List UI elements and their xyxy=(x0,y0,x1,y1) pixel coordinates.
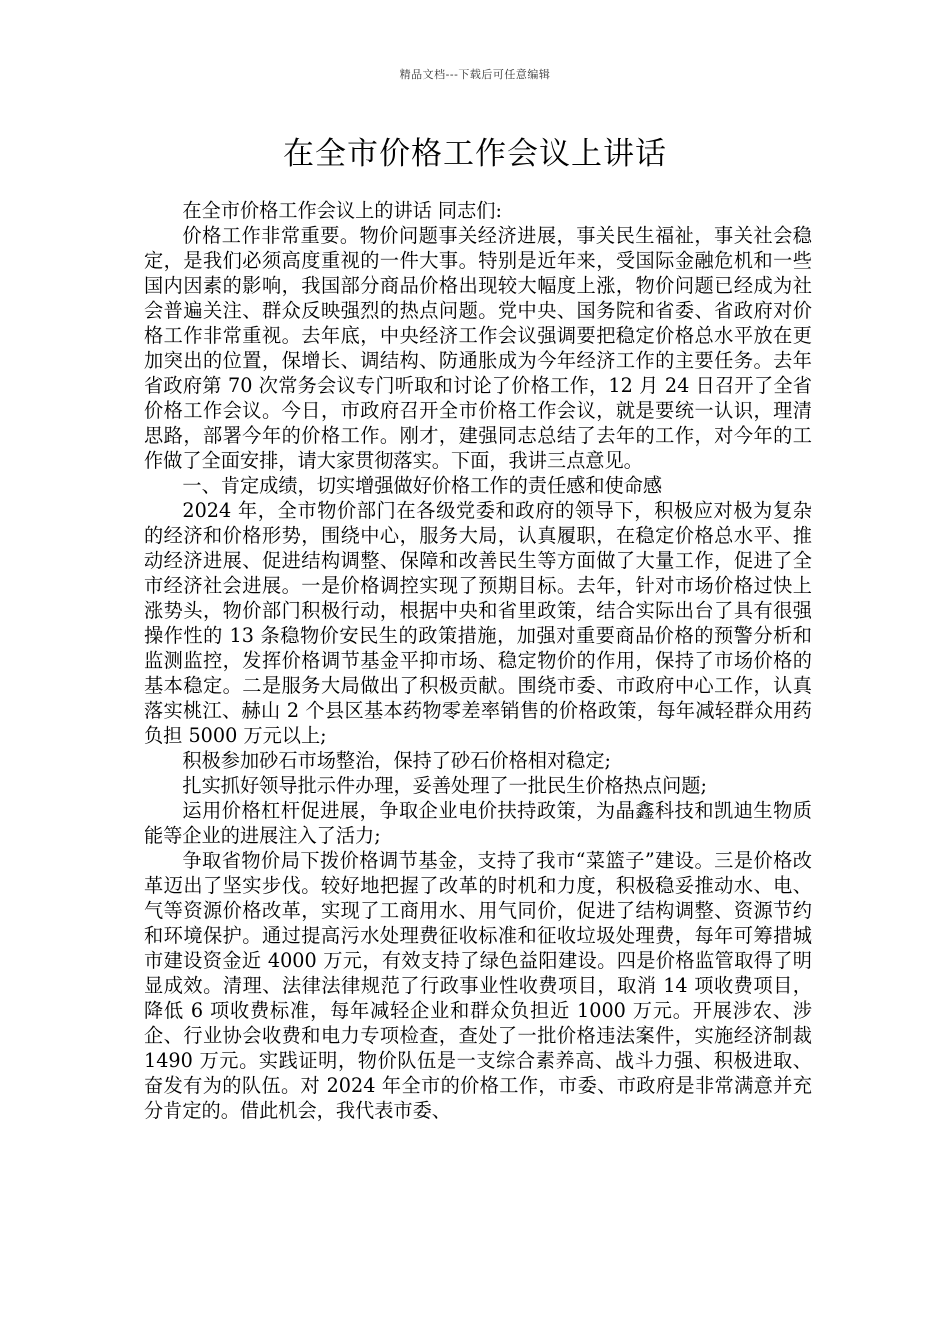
document-title: 在全市价格工作会议上讲话 xyxy=(283,136,667,172)
paragraph-intro: 价格工作非常重要。物价问题事关经济进展，事关民生福祉，事关社会稳定，是我们必须高度重视的一件大事。特别是近年来，受国际金融危机和一些国内因素的影响，我国部分商品价格出现较大幅度上涨，物价问题已经成为社会普遍关注、群众反映强烈的热点问题。党中央、国务院和省委、省政府对价格工作非常重视。去年底，中央经济工作会议强调要把稳定价格总水平放在更加突出的位置，保增长、调结构、防通胀成为今年经济工作的主要任务。去年省政府第 70 次常务会议专门听取和讨论了价格工作，12 月 24 日召开了全省价格工作会议。今日，市政府召开全市价格工作会议，就是要统一认识，理清思路，部署今年的价格工作。刚才，建强同志总结了去年的工作，对今年的工作做了全面安排，请大家贯彻落实。下面，我讲三点意见。 xyxy=(144,224,812,472)
paragraph-price-reform: 争取省物价局下拨价格调节基金，支持了我市“菜篮子”建设。三是价格改革迈出了坚实步伐。较好地把握了改革的时机和力度，积极稳妥推动水、电、气等资源价格改革，实现了工商用水、用气同价，促进了结构调整、资源节约和环境保护。通过提高污水处理费征收标准和征收垃圾处理费，每年可筹措城市建设资金近 4000 万元，有效支持了绿色益阳建设。四是价格监管取得了明显成效。清理、法律法律规范了行政事业性收费项目，取消 14 项收费项目，降低 6 项收费标准，每年减轻企业和群众负担近 1000 万元。开展涉农、涉企、行业协会收费和电力专项检查，查处了一批价格违法案件，实施经济制裁 1490 万元。实践证明，物价队伍是一支综合素养高、战斗力强、积极进取、奋发有为的队伍。对 2024 年全市的价格工作，市委、市政府是非常满意并充分肯定的。借此机会，我代表市委、 xyxy=(144,849,812,1122)
paragraph-achievements: 2024 年，全市物价部门在各级党委和政府的领导下，积极应对极为复杂的经济和价格形势，围绕中心，服务大局，认真履职，在稳定价格总水平、推动经济进展、促进结构调整、保障和改善民生等方面做了大量工作，促进了全市经济社会进展。一是价格调控实现了预期目标。去年，针对市场价格过快上涨势头，物价部门积极行动，根据中央和省里政策，结合实际出台了具有很强操作性的 13 条稳物价安民生的政策措施，加强对重要商品价格的预警分析和监测监控，发挥价格调节基金平抑市场、稳定物价的作用，保持了市场价格的基本稳定。二是服务大局做出了积极贡献。围绕市委、市政府中心工作，认真落实桃江、赫山 2 个县区基本药物零差率销售的价格政策，每年减轻群众用药负担 5000 万元以上; xyxy=(144,499,812,747)
paragraph-electricity-policy: 运用价格杠杆促进展，争取企业电价扶持政策，为晶鑫科技和凯迪生物质能等企业的进展注入了活力; xyxy=(144,799,812,847)
header-note: 精品文档---下载后可任意编辑 xyxy=(399,68,551,81)
paragraph-section-heading: 一、肯定成绩，切实增强做好价格工作的责任感和使命感 xyxy=(182,474,663,497)
paragraph-sand-market: 积极参加砂石市场整治，保持了砂石价格相对稳定; xyxy=(182,749,611,772)
paragraph-hotspot-issues: 扎实抓好领导批示件办理，妥善处理了一批民生价格热点问题; xyxy=(182,774,707,797)
paragraph-salutation: 在全市价格工作会议上的讲话 同志们: xyxy=(182,199,502,222)
document-body xyxy=(144,198,812,1123)
